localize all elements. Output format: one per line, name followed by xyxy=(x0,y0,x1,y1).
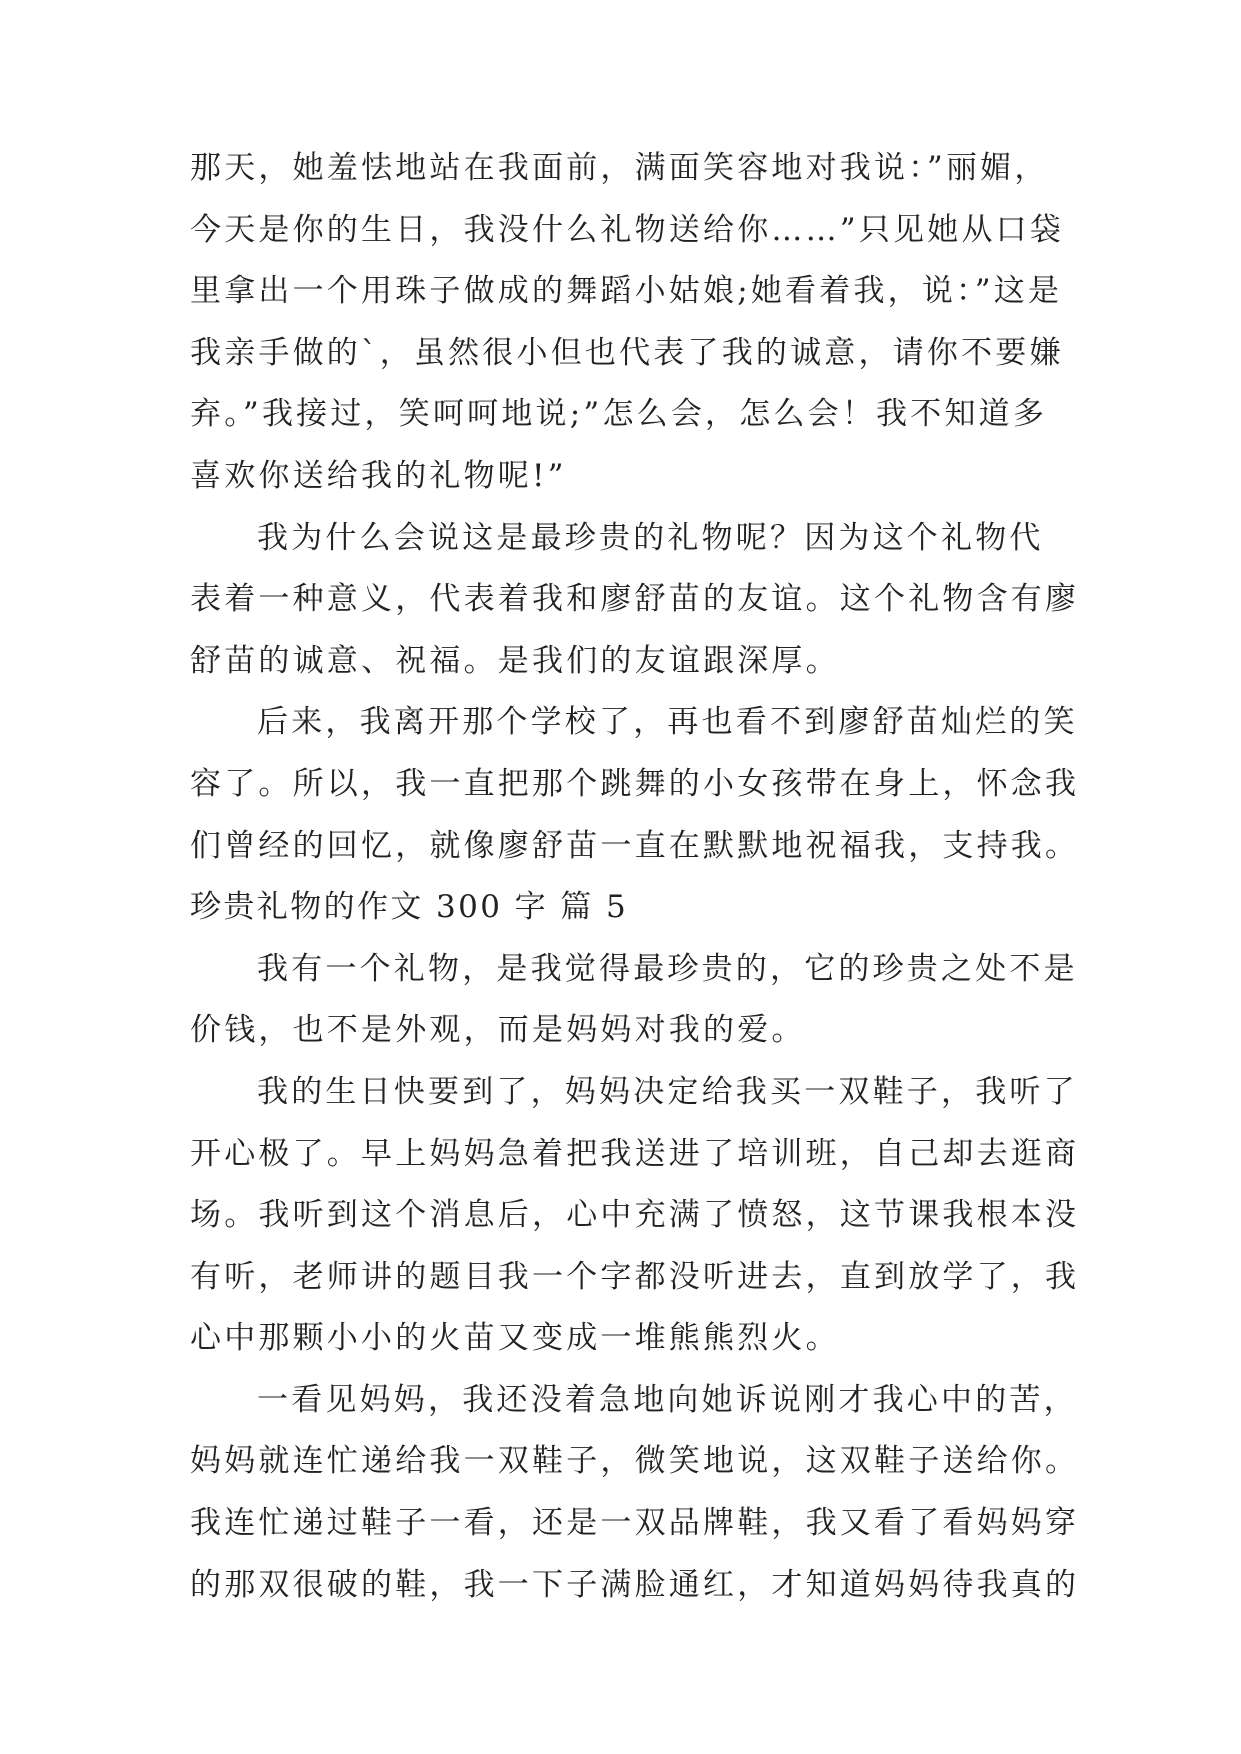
text-line: 喜欢你送给我的礼物呢!” xyxy=(190,457,567,494)
text-line: 表着一种意义，代表着我和廖舒苗的友谊。这个礼物含有廖 xyxy=(190,581,1080,618)
text-line: 弃。”我接过，笑呵呵地说;”怎么会，怎么会！我不知道多 xyxy=(190,396,1048,433)
text-line: 妈妈就连忙递给我一双鞋子，微笑地说，这双鞋子送给你。 xyxy=(190,1443,1080,1480)
text-line: 我有一个礼物，是我觉得最珍贵的，它的珍贵之处不是 xyxy=(257,950,1078,987)
text-line: 后来，我离开那个学校了，再也看不到廖舒苗灿烂的笑 xyxy=(257,704,1078,741)
text-line: 开心极了。早上妈妈急着把我送进了培训班，自己却去逛商 xyxy=(190,1135,1080,1172)
text-line: 心中那颗小小的火苗又变成一堆熊熊烈火。 xyxy=(190,1320,840,1357)
text-line: 我亲手做的`，虽然很小但也代表了我的诚意，请你不要嫌 xyxy=(190,334,1064,371)
text-line: 舒苗的诚意、祝福。是我们的友谊跟深厚。 xyxy=(190,642,840,679)
text-line: 一看见妈妈，我还没着急地向她诉说刚才我心中的苦， xyxy=(257,1381,1078,1418)
text-line: 里拿出一个用珠子做成的舞蹈小姑娘;她看着我，说：”这是 xyxy=(190,273,1063,310)
text-line: 今天是你的生日，我没什么礼物送给你……”只见她从口袋 xyxy=(190,211,1065,248)
text-line: 那天，她羞怯地站在我面前，满面笑容地对我说：”丽媚， xyxy=(190,150,1049,186)
text-line: 容了。所以，我一直把那个跳舞的小女孩带在身上，怀念我 xyxy=(190,765,1080,802)
document-body xyxy=(190,138,1080,1616)
section-heading: 珍贵礼物的作文 300 字 篇 5 xyxy=(190,889,629,926)
text-line: 的那双很破的鞋，我一下子满脸通红，才知道妈妈待我真的 xyxy=(190,1566,1080,1603)
text-line: 我的生日快要到了，妈妈决定给我买一双鞋子，我听了 xyxy=(257,1073,1078,1110)
text-line: 场。我听到这个消息后，心中充满了愤怒，这节课我根本没 xyxy=(190,1197,1080,1234)
text-line: 价钱，也不是外观，而是妈妈对我的爱。 xyxy=(190,1012,806,1049)
text-line: 们曾经的回忆，就像廖舒苗一直在默默地祝福我，支持我。 xyxy=(190,827,1080,864)
text-line: 我为什么会说这是最珍贵的礼物呢？因为这个礼物代 xyxy=(257,519,1044,556)
text-line: 有听，老师讲的题目我一个字都没听进去，直到放学了，我 xyxy=(190,1258,1080,1295)
text-line: 我连忙递过鞋子一看，还是一双品牌鞋，我又看了看妈妈穿 xyxy=(190,1505,1080,1542)
